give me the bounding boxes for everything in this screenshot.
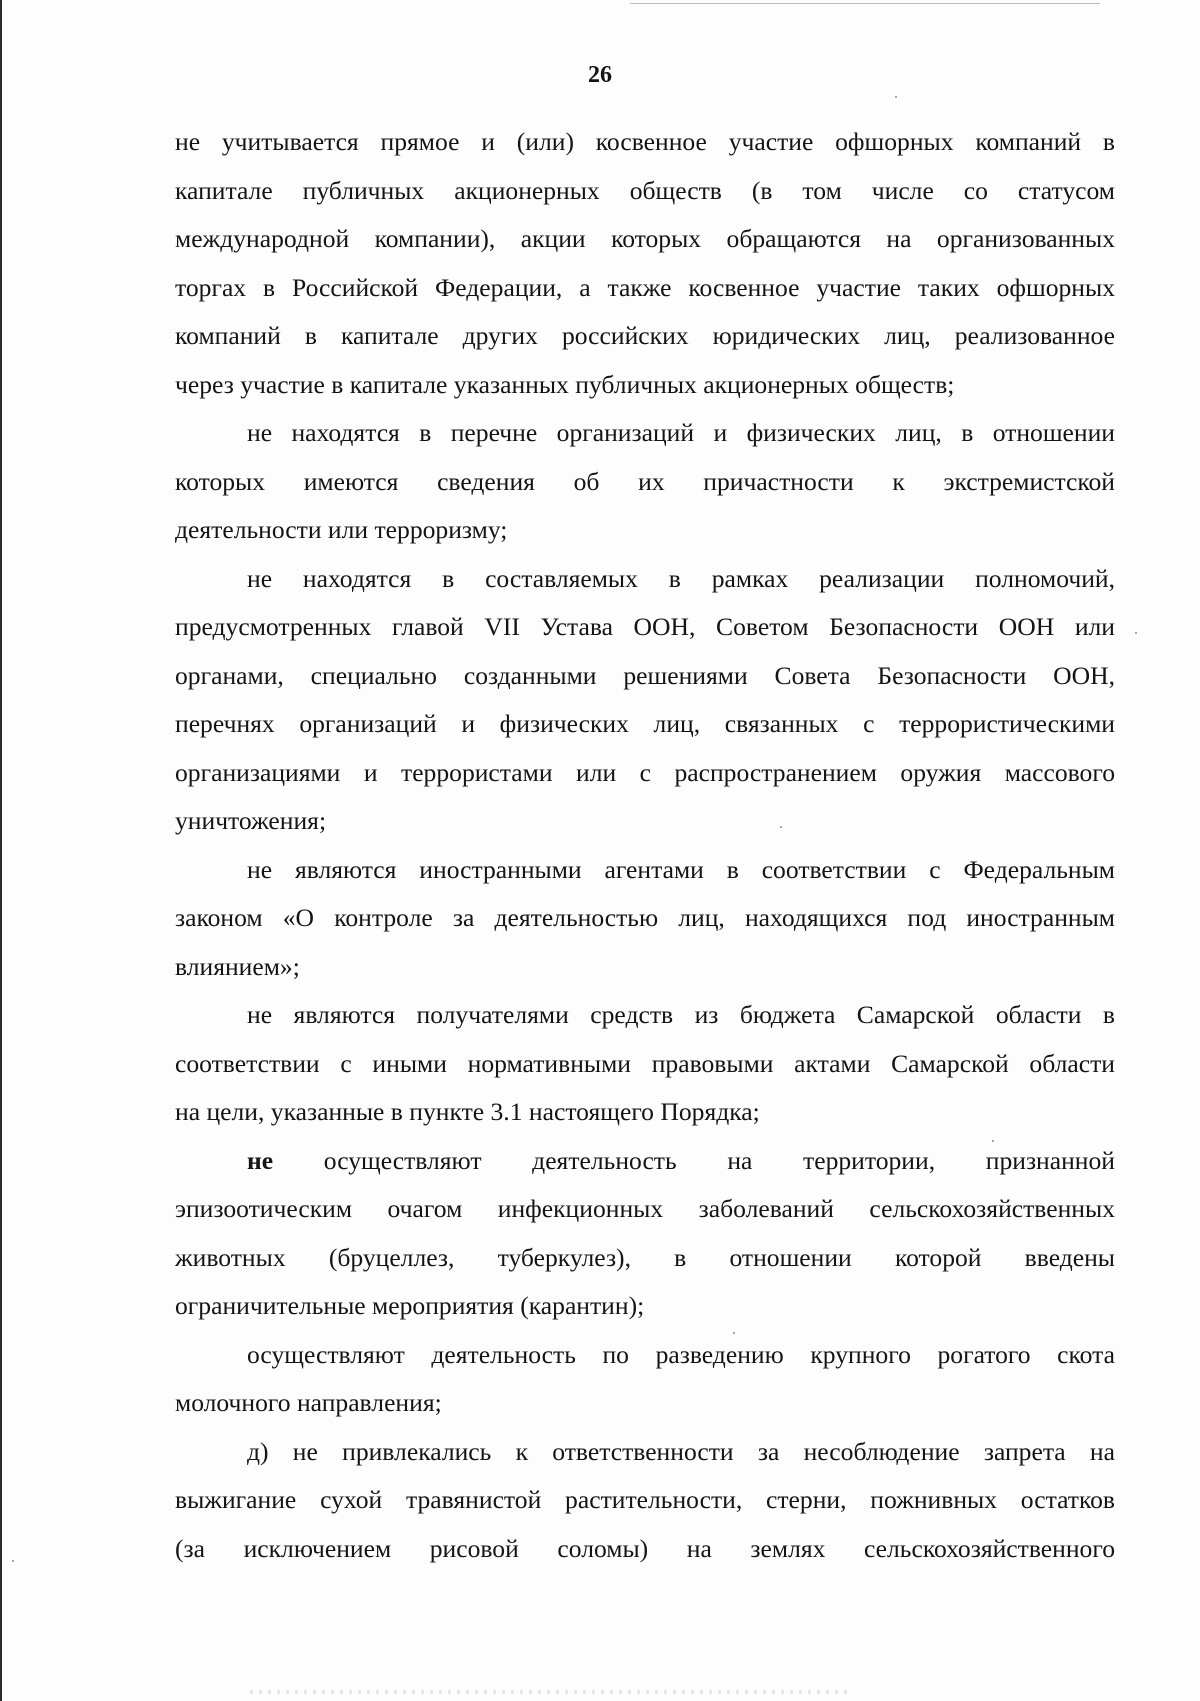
text-line: [175, 1137, 1115, 1186]
scan-speck: [780, 826, 782, 828]
page-number: 26: [588, 62, 612, 88]
scan-speck: [12, 1560, 14, 1562]
text-line: соответствии с иными нормативными правовыми актами Самарской области: [175, 1048, 1115, 1078]
text-line: уничтожения;: [175, 806, 327, 835]
text-line: на цели, указанные в пункте 3.1 настоящего Порядка;: [175, 1097, 760, 1126]
scan-edge-left: [0, 0, 2, 1701]
text-line: международной компании), акции которых обращаются на организованных: [175, 224, 1115, 253]
text-line: не находятся в составляемых в рамках реализации полномочий,: [247, 563, 1115, 593]
text-line: не являются иностранными агентами в соответствии с Федеральным: [247, 854, 1115, 884]
text-line: органами, специально созданными решениями Совета Безопасности ООН,: [175, 660, 1115, 690]
paragraph: [175, 846, 1115, 992]
text-line: деятельности или терроризму;: [175, 515, 508, 544]
scan-speck: [895, 96, 897, 98]
text-line: не являются получателями средств из бюджета Самарской области в: [247, 1000, 1115, 1029]
paragraph: [175, 555, 1115, 846]
scan-edge-top: [630, 3, 1100, 4]
paragraph: [175, 991, 1115, 1137]
text-line: животных (бруцеллез, туберкулез), в отношении которой введены: [175, 1242, 1115, 1272]
paragraph: [175, 118, 1115, 409]
line-text: осуществляют деятельность на территории, признанной: [323, 1145, 1115, 1175]
text-line: д) не привлекались к ответственности за несоблюдение запрета на: [247, 1436, 1115, 1466]
text-line: законом «О контроле за деятельностью лиц, находящихся под иностранным: [175, 903, 1115, 932]
text-line: предусмотренных главой VII Устава ООН, Советом Безопасности ООН или: [175, 612, 1115, 641]
paragraph: [175, 1137, 1115, 1331]
scan-speck: [1135, 632, 1137, 634]
paragraph: [175, 1331, 1115, 1428]
text-line: перечнях организаций и физических лиц, связанных с террористическими: [175, 709, 1115, 738]
text-line: не учитывается прямое и (или) косвенное участие офшорных компаний в: [175, 127, 1115, 156]
text-line: влиянием»;: [175, 951, 300, 981]
paragraph: [175, 1428, 1115, 1574]
text-line: эпизоотическим очагом инфекционных заболеваний сельскохозяйственных: [175, 1194, 1115, 1223]
scan-noise: [250, 1690, 850, 1694]
text-line: через участие в капитале указанных публичных акционерных обществ;: [175, 369, 955, 399]
text-line: капитале публичных акционерных обществ (в том числе со статусом: [175, 175, 1115, 205]
text-line: которых имеются сведения об их причастности к экстремистской: [175, 466, 1115, 496]
text-line: торгах в Российской Федерации, а также косвенное участие таких офшорных: [175, 272, 1115, 302]
document-body: [175, 118, 1115, 1573]
text-line: выжигание сухой травянистой растительности, стерни, пожнивных остатков: [175, 1485, 1115, 1514]
text-line: организациями и террористами или с распространением оружия массового: [175, 757, 1115, 787]
text-line: осуществляют деятельность по разведению крупного рогатого скота: [247, 1339, 1115, 1369]
scan-speck: [733, 1332, 735, 1334]
text-line: ограничительные мероприятия (карантин);: [175, 1291, 645, 1320]
scan-speck: [992, 1140, 994, 1142]
text-line: компаний в капитале других российских юридических лиц, реализованное: [175, 321, 1115, 350]
text-line: не находятся в перечне организаций и физических лиц, в отношении: [247, 418, 1115, 447]
bold-word: не: [247, 1145, 274, 1175]
text-line: молочного направления;: [175, 1388, 442, 1417]
paragraph: [175, 409, 1115, 555]
text-line: (за исключением рисовой соломы) на землях сельскохозяйственного: [175, 1533, 1115, 1563]
